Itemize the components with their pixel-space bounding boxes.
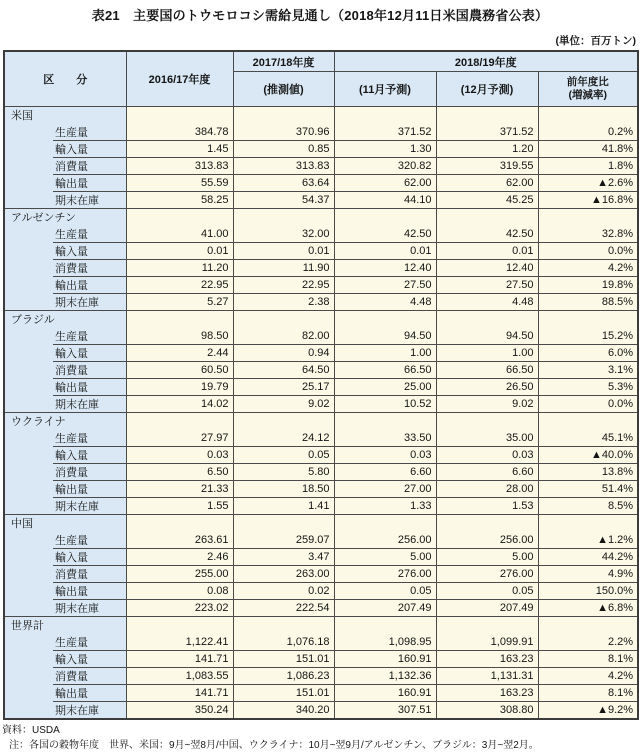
value-cell: 151.01 <box>233 651 334 668</box>
value-cell: 58.25 <box>126 192 233 209</box>
value-cell: 27.50 <box>334 277 436 294</box>
table-row <box>4 702 638 719</box>
value-cell: 0.08 <box>126 583 233 600</box>
value-cell: 313.83 <box>126 158 233 175</box>
value-cell: 60.50 <box>126 362 233 379</box>
value-cell: 11.20 <box>126 260 233 277</box>
value-cell: 11.90 <box>233 260 334 277</box>
table-footer <box>2 724 640 753</box>
country-section <box>4 515 638 617</box>
value-cell: 307.51 <box>334 702 436 719</box>
row-label: 輸入量 <box>4 243 126 260</box>
row-label: 輸出量 <box>4 379 126 396</box>
value-cell: 256.00 <box>334 532 436 549</box>
header-estimate: (推測値) <box>233 72 334 107</box>
value-cell: 32.00 <box>233 226 334 243</box>
value-cell: 44.10 <box>334 192 436 209</box>
empty-cell <box>538 617 638 634</box>
empty-cell <box>126 413 233 430</box>
table-row <box>4 124 638 141</box>
value-cell: 1.53 <box>436 498 538 515</box>
value-cell: 8.5% <box>538 498 638 515</box>
value-cell: 371.52 <box>334 124 436 141</box>
value-cell: 41.00 <box>126 226 233 243</box>
table-row <box>4 549 638 566</box>
table-row <box>4 481 638 498</box>
empty-cell <box>538 311 638 328</box>
empty-cell <box>126 617 233 634</box>
value-cell: 0.01 <box>436 243 538 260</box>
empty-cell <box>233 617 334 634</box>
row-label: 期末在庫 <box>4 192 126 209</box>
empty-cell <box>436 617 538 634</box>
value-cell: 4.48 <box>334 294 436 311</box>
value-cell: 163.23 <box>436 685 538 702</box>
value-cell: 5.00 <box>436 549 538 566</box>
table-row <box>4 243 638 260</box>
empty-cell <box>538 107 638 124</box>
value-cell: 6.60 <box>436 464 538 481</box>
value-cell: 1,076.18 <box>233 634 334 651</box>
table-row <box>4 634 638 651</box>
value-cell: 1.00 <box>436 345 538 362</box>
value-cell: 66.50 <box>436 362 538 379</box>
value-cell: 27.97 <box>126 430 233 447</box>
value-cell: 222.54 <box>233 600 334 617</box>
value-cell: 1,122.41 <box>126 634 233 651</box>
value-cell: 25.17 <box>233 379 334 396</box>
table-row <box>4 226 638 243</box>
value-cell: 28.00 <box>436 481 538 498</box>
value-cell: 22.95 <box>233 277 334 294</box>
row-label: 輸出量 <box>4 481 126 498</box>
value-cell: 35.00 <box>436 430 538 447</box>
header-year-2017-18: 2017/18年度 <box>233 51 334 72</box>
row-label: 生産量 <box>4 634 126 651</box>
value-cell: 8.1% <box>538 651 638 668</box>
table-row <box>4 260 638 277</box>
value-cell: 4.48 <box>436 294 538 311</box>
value-cell: 207.49 <box>334 600 436 617</box>
corn-supply-demand-table <box>3 50 639 720</box>
value-cell: 141.71 <box>126 651 233 668</box>
row-label: 輸入量 <box>4 141 126 158</box>
value-cell: 223.02 <box>126 600 233 617</box>
value-cell: 3.47 <box>233 549 334 566</box>
table-row <box>4 566 638 583</box>
value-cell: 55.59 <box>126 175 233 192</box>
value-cell: 1,083.55 <box>126 668 233 685</box>
value-cell: 0.01 <box>334 243 436 260</box>
header-december-forecast: (12月予測) <box>436 72 538 107</box>
value-cell: 45.25 <box>436 192 538 209</box>
value-cell: 19.79 <box>126 379 233 396</box>
empty-cell <box>233 515 334 532</box>
empty-cell <box>334 617 436 634</box>
value-cell: 0.05 <box>334 583 436 600</box>
header-yoy-line1: 前年度比 <box>566 75 609 88</box>
table-row <box>4 328 638 345</box>
source-note: 資料：USDA <box>2 724 60 736</box>
table-row <box>4 345 638 362</box>
value-cell: ▲1.2% <box>538 532 638 549</box>
table-row <box>4 668 638 685</box>
table-row <box>4 532 638 549</box>
table-row <box>4 600 638 617</box>
value-cell: 1.00 <box>334 345 436 362</box>
empty-cell <box>126 311 233 328</box>
value-cell: 0.85 <box>233 141 334 158</box>
row-label: 輸入量 <box>4 345 126 362</box>
value-cell: 1,099.91 <box>436 634 538 651</box>
table-row <box>4 379 638 396</box>
value-cell: 5.00 <box>334 549 436 566</box>
empty-cell <box>233 413 334 430</box>
row-label: 生産量 <box>4 124 126 141</box>
value-cell: 24.12 <box>233 430 334 447</box>
header-november-forecast: (11月予測) <box>334 72 436 107</box>
table-row <box>4 498 638 515</box>
value-cell: 4.2% <box>538 260 638 277</box>
value-cell: 1,131.31 <box>436 668 538 685</box>
row-label: 輸入量 <box>4 651 126 668</box>
value-cell: 160.91 <box>334 651 436 668</box>
value-cell: 2.2% <box>538 634 638 651</box>
row-label: 輸出量 <box>4 583 126 600</box>
value-cell: 5.27 <box>126 294 233 311</box>
row-label: 消費量 <box>4 260 126 277</box>
empty-cell <box>334 311 436 328</box>
value-cell: 4.9% <box>538 566 638 583</box>
value-cell: 1.41 <box>233 498 334 515</box>
table-row <box>4 158 638 175</box>
row-label: 期末在庫 <box>4 396 126 413</box>
country-name: 中国 <box>4 515 126 532</box>
empty-cell <box>126 107 233 124</box>
value-cell: 2.44 <box>126 345 233 362</box>
empty-cell <box>126 515 233 532</box>
value-cell: 1,086.23 <box>233 668 334 685</box>
header-yoy-rate <box>538 72 638 107</box>
header-year-2016-17: 2016/17年度 <box>126 51 233 107</box>
value-cell: 1.55 <box>126 498 233 515</box>
value-cell: 0.01 <box>126 243 233 260</box>
value-cell: 22.95 <box>126 277 233 294</box>
value-cell: 27.00 <box>334 481 436 498</box>
empty-cell <box>126 209 233 226</box>
fiscal-year-note: 注：各国の穀物年度 世界、米国：9月~翌8月/中国、ウクライナ：10月~翌9月/アルゼンチン、ブラジル：3月~翌2月。 <box>9 740 539 751</box>
value-cell: 1.20 <box>436 141 538 158</box>
value-cell: 263.00 <box>233 566 334 583</box>
value-cell: ▲16.8% <box>538 192 638 209</box>
country-section <box>4 311 638 413</box>
country-section <box>4 413 638 515</box>
row-label: 輸出量 <box>4 277 126 294</box>
value-cell: 54.37 <box>233 192 334 209</box>
empty-cell <box>436 413 538 430</box>
value-cell: 5.3% <box>538 379 638 396</box>
table-row <box>4 651 638 668</box>
value-cell: 1,132.36 <box>334 668 436 685</box>
value-cell: 276.00 <box>436 566 538 583</box>
value-cell: 51.4% <box>538 481 638 498</box>
value-cell: 88.5% <box>538 294 638 311</box>
value-cell: 98.50 <box>126 328 233 345</box>
value-cell: 6.0% <box>538 345 638 362</box>
value-cell: 151.01 <box>233 685 334 702</box>
country-name: 米国 <box>4 107 126 124</box>
value-cell: 1.30 <box>334 141 436 158</box>
value-cell: 94.50 <box>436 328 538 345</box>
value-cell: 64.50 <box>233 362 334 379</box>
value-cell: 41.8% <box>538 141 638 158</box>
empty-cell <box>538 515 638 532</box>
value-cell: 163.23 <box>436 651 538 668</box>
empty-cell <box>436 515 538 532</box>
value-cell: 10.52 <box>334 396 436 413</box>
value-cell: 160.91 <box>334 685 436 702</box>
value-cell: 308.80 <box>436 702 538 719</box>
value-cell: 2.38 <box>233 294 334 311</box>
value-cell: 15.2% <box>538 328 638 345</box>
value-cell: 21.33 <box>126 481 233 498</box>
row-label: 期末在庫 <box>4 498 126 515</box>
row-label: 輸出量 <box>4 685 126 702</box>
page-title: 表21 主要国のトウモロコシ需給見通し（2018年12月11日米国農務省公表） <box>91 8 549 23</box>
value-cell: 6.60 <box>334 464 436 481</box>
value-cell: 5.80 <box>233 464 334 481</box>
value-cell: 263.61 <box>126 532 233 549</box>
value-cell: ▲40.0% <box>538 447 638 464</box>
header-category: 区 分 <box>4 51 126 107</box>
table-row <box>4 396 638 413</box>
row-label: 生産量 <box>4 328 126 345</box>
empty-cell <box>334 107 436 124</box>
value-cell: 255.00 <box>126 566 233 583</box>
value-cell: 14.02 <box>126 396 233 413</box>
country-row <box>4 209 638 226</box>
table-row <box>4 583 638 600</box>
country-row <box>4 617 638 634</box>
row-label: 消費量 <box>4 464 126 481</box>
value-cell: ▲2.6% <box>538 175 638 192</box>
value-cell: 18.50 <box>233 481 334 498</box>
empty-cell <box>334 413 436 430</box>
value-cell: 9.02 <box>436 396 538 413</box>
row-label: 期末在庫 <box>4 702 126 719</box>
value-cell: 26.50 <box>436 379 538 396</box>
country-name: ウクライナ <box>4 413 126 430</box>
empty-cell <box>334 209 436 226</box>
value-cell: 0.94 <box>233 345 334 362</box>
value-cell: 313.83 <box>233 158 334 175</box>
value-cell: 1.33 <box>334 498 436 515</box>
value-cell: 4.2% <box>538 668 638 685</box>
empty-cell <box>436 209 538 226</box>
value-cell: 8.1% <box>538 685 638 702</box>
value-cell: 19.8% <box>538 277 638 294</box>
empty-cell <box>233 311 334 328</box>
value-cell: ▲9.2% <box>538 702 638 719</box>
empty-cell <box>334 515 436 532</box>
value-cell: 62.00 <box>334 175 436 192</box>
table-row <box>4 141 638 158</box>
unit-label: (単位：百万トン) <box>555 35 636 47</box>
value-cell: 259.07 <box>233 532 334 549</box>
value-cell: 371.52 <box>436 124 538 141</box>
country-section <box>4 209 638 311</box>
country-row <box>4 413 638 430</box>
value-cell: 42.50 <box>334 226 436 243</box>
empty-cell <box>436 107 538 124</box>
country-name: ブラジル <box>4 311 126 328</box>
value-cell: 9.02 <box>233 396 334 413</box>
row-label: 生産量 <box>4 532 126 549</box>
value-cell: ▲6.8% <box>538 600 638 617</box>
country-section <box>4 617 638 719</box>
value-cell: 6.50 <box>126 464 233 481</box>
row-label: 期末在庫 <box>4 294 126 311</box>
value-cell: 0.03 <box>126 447 233 464</box>
value-cell: 1,098.95 <box>334 634 436 651</box>
value-cell: 384.78 <box>126 124 233 141</box>
country-section <box>4 107 638 209</box>
country-name: 世界計 <box>4 617 126 634</box>
table-row <box>4 175 638 192</box>
value-cell: 42.50 <box>436 226 538 243</box>
country-name: アルゼンチン <box>4 209 126 226</box>
row-label: 消費量 <box>4 362 126 379</box>
row-label: 消費量 <box>4 158 126 175</box>
row-label: 生産量 <box>4 226 126 243</box>
value-cell: 0.01 <box>233 243 334 260</box>
country-row <box>4 515 638 532</box>
value-cell: 1.45 <box>126 141 233 158</box>
table-header <box>4 51 638 107</box>
row-label: 輸入量 <box>4 447 126 464</box>
value-cell: 1.8% <box>538 158 638 175</box>
header-year-2018-19-group: 2018/19年度 <box>334 51 638 72</box>
table-row <box>4 277 638 294</box>
row-label: 期末在庫 <box>4 600 126 617</box>
table-row <box>4 294 638 311</box>
value-cell: 276.00 <box>334 566 436 583</box>
value-cell: 62.00 <box>436 175 538 192</box>
value-cell: 32.8% <box>538 226 638 243</box>
value-cell: 0.03 <box>436 447 538 464</box>
value-cell: 27.50 <box>436 277 538 294</box>
empty-cell <box>233 107 334 124</box>
value-cell: 0.02 <box>233 583 334 600</box>
value-cell: 0.0% <box>538 396 638 413</box>
value-cell: 66.50 <box>334 362 436 379</box>
value-cell: 320.82 <box>334 158 436 175</box>
empty-cell <box>233 209 334 226</box>
value-cell: 12.40 <box>334 260 436 277</box>
empty-cell <box>538 413 638 430</box>
value-cell: 0.05 <box>233 447 334 464</box>
value-cell: 82.00 <box>233 328 334 345</box>
country-row <box>4 311 638 328</box>
value-cell: 13.8% <box>538 464 638 481</box>
table-row <box>4 464 638 481</box>
value-cell: 44.2% <box>538 549 638 566</box>
table-row <box>4 192 638 209</box>
value-cell: 25.00 <box>334 379 436 396</box>
value-cell: 350.24 <box>126 702 233 719</box>
value-cell: 319.55 <box>436 158 538 175</box>
table-row <box>4 447 638 464</box>
country-row <box>4 107 638 124</box>
value-cell: 45.1% <box>538 430 638 447</box>
row-label: 消費量 <box>4 668 126 685</box>
value-cell: 141.71 <box>126 685 233 702</box>
empty-cell <box>538 209 638 226</box>
row-label: 輸入量 <box>4 549 126 566</box>
value-cell: 3.1% <box>538 362 638 379</box>
empty-cell <box>436 311 538 328</box>
value-cell: 0.2% <box>538 124 638 141</box>
value-cell: 150.0% <box>538 583 638 600</box>
value-cell: 0.05 <box>436 583 538 600</box>
value-cell: 2.46 <box>126 549 233 566</box>
table-row <box>4 430 638 447</box>
row-label: 生産量 <box>4 430 126 447</box>
value-cell: 256.00 <box>436 532 538 549</box>
value-cell: 370.96 <box>233 124 334 141</box>
value-cell: 63.64 <box>233 175 334 192</box>
row-label: 輸出量 <box>4 175 126 192</box>
row-label: 消費量 <box>4 566 126 583</box>
value-cell: 207.49 <box>436 600 538 617</box>
value-cell: 0.03 <box>334 447 436 464</box>
value-cell: 0.0% <box>538 243 638 260</box>
value-cell: 94.50 <box>334 328 436 345</box>
table-row <box>4 362 638 379</box>
header-yoy-line2: (増減率) <box>568 89 608 101</box>
value-cell: 33.50 <box>334 430 436 447</box>
table-row <box>4 685 638 702</box>
value-cell: 340.20 <box>233 702 334 719</box>
value-cell: 12.40 <box>436 260 538 277</box>
